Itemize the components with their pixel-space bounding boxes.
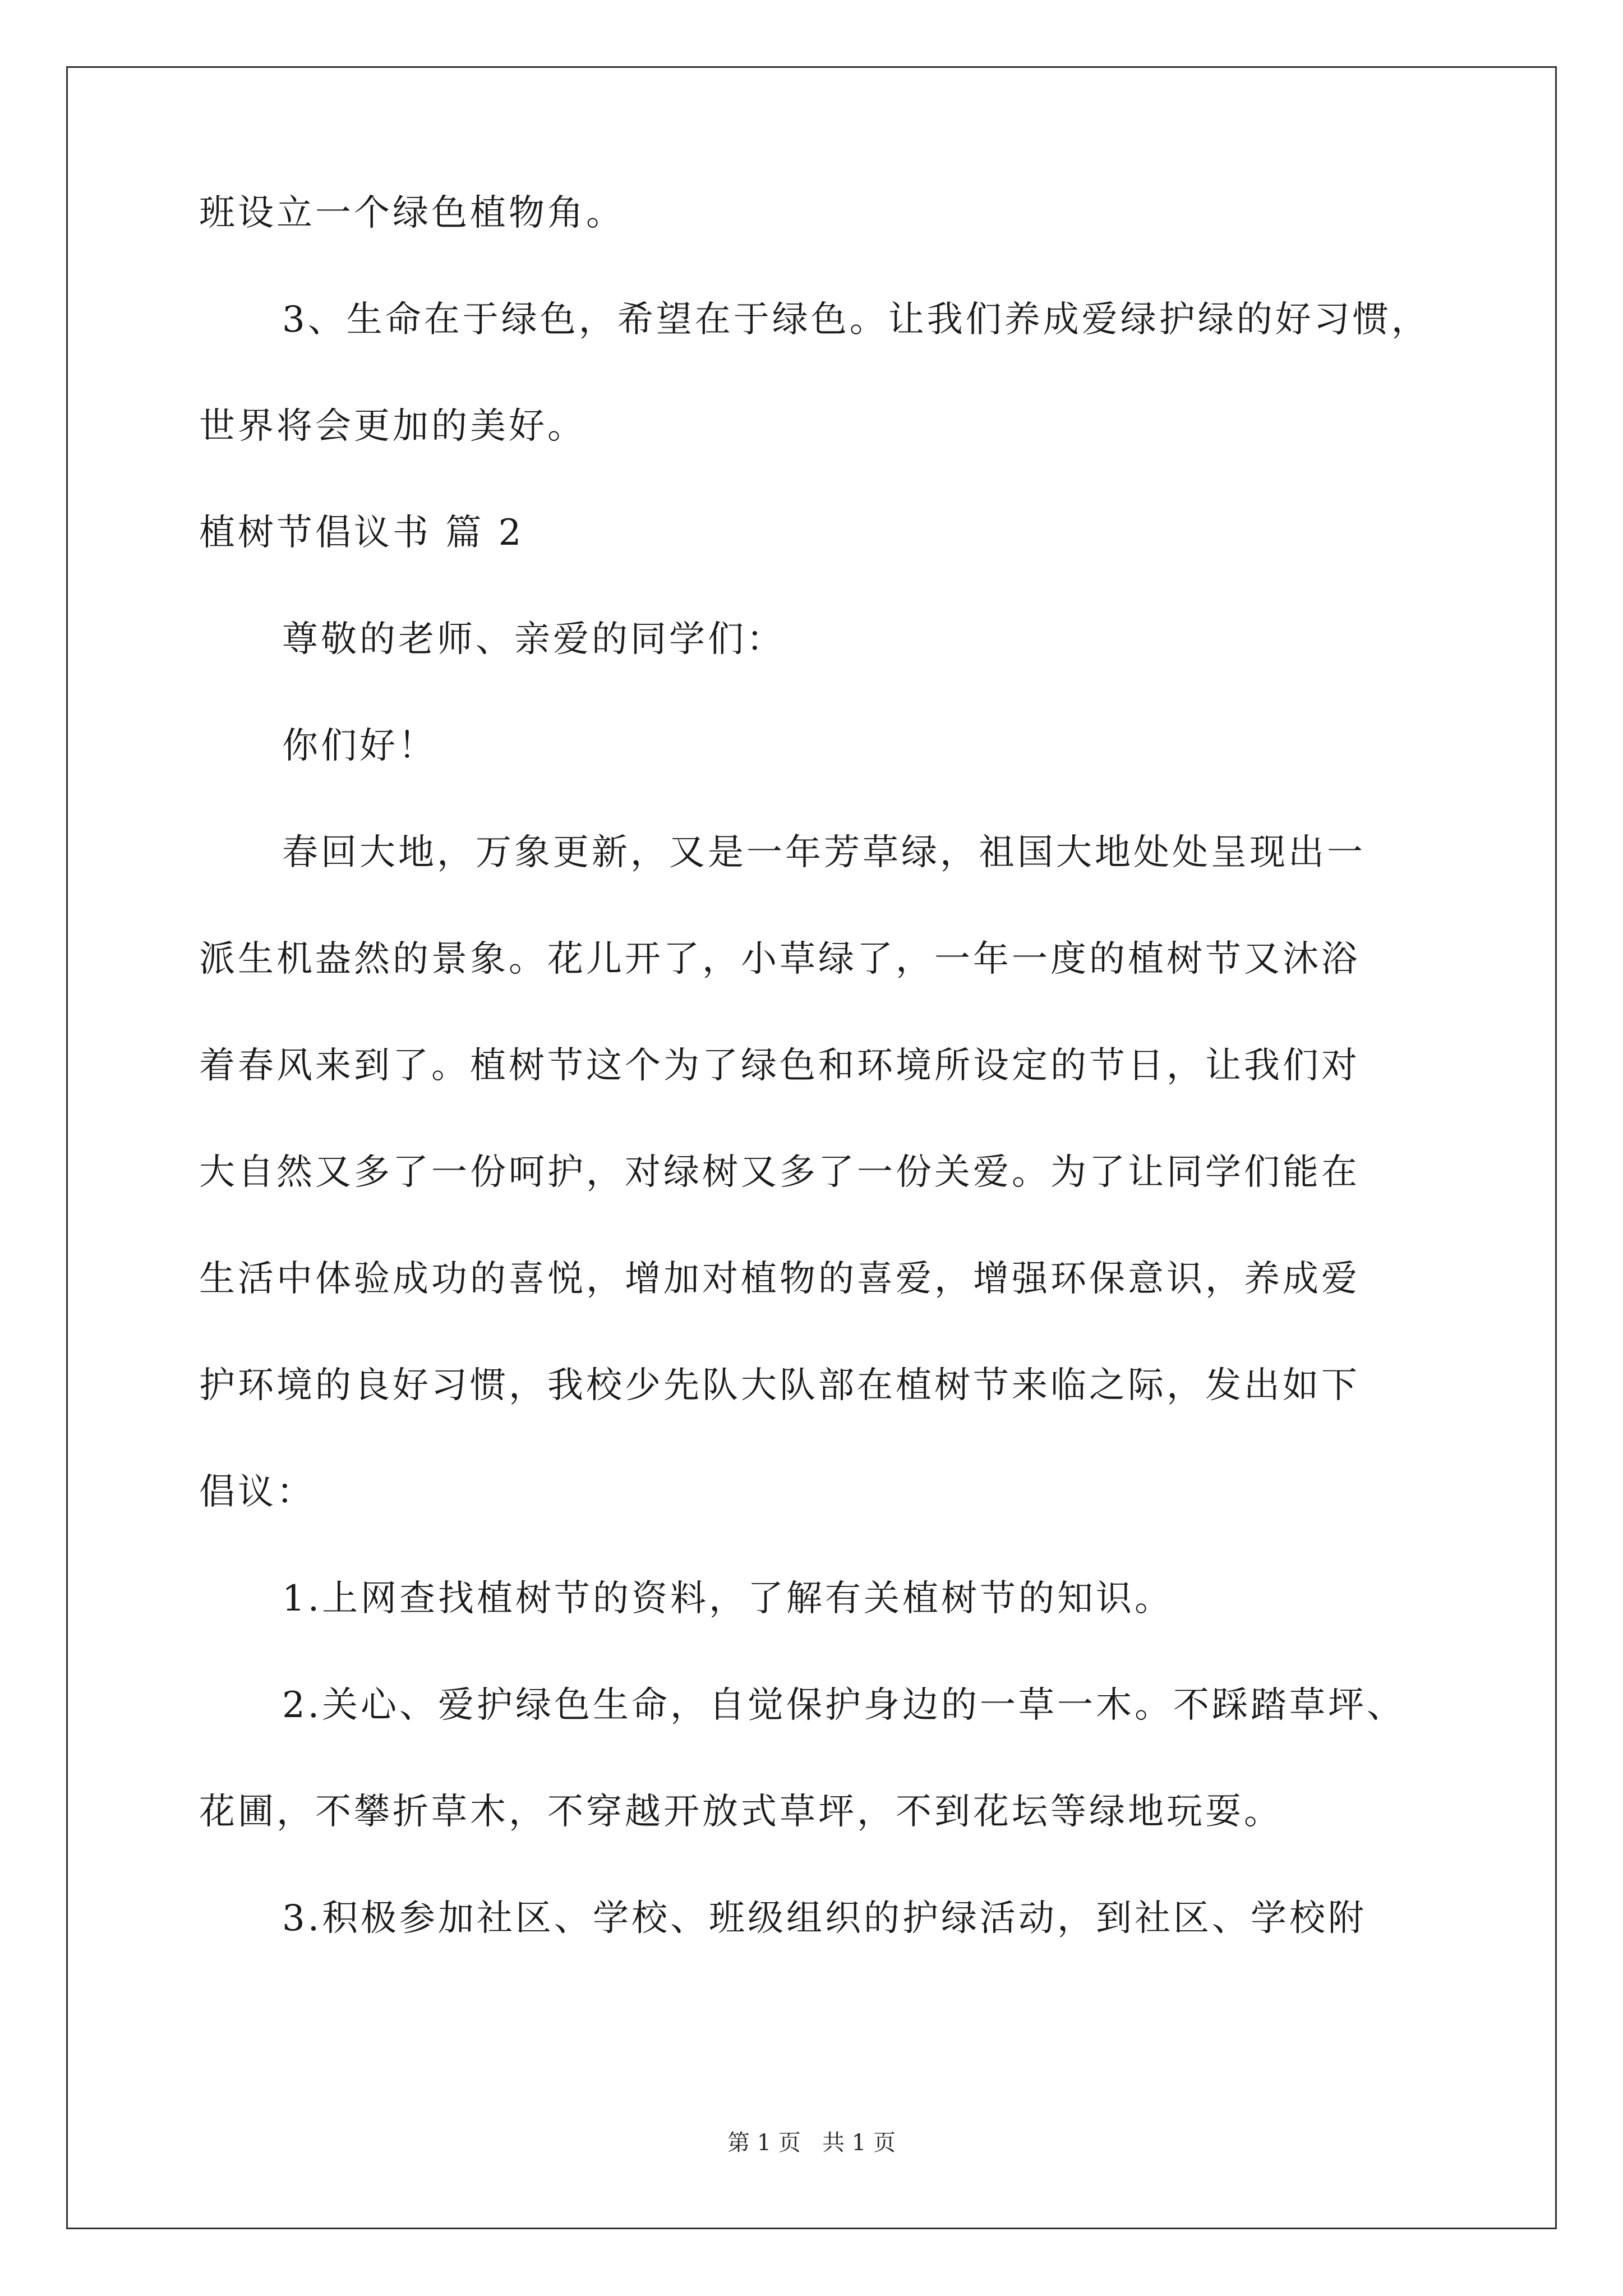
list-item: 1.上网查找植树节的资料，了解有关植树节的知识。 <box>282 1578 1174 1619</box>
greeting: 你们好！ <box>282 725 437 767</box>
text-line: 派生机盎然的景象。花儿开了，小草绿了，一年一度的植树节又沐浴 <box>199 938 1360 980</box>
text-line: 世界将会更加的美好。 <box>199 406 586 447</box>
text-line: 花圃，不攀折草木，不穿越开放式草坪，不到花坛等绿地玩耍。 <box>199 1791 1283 1833</box>
salutation: 尊敬的老师、亲爱的同学们： <box>282 619 785 660</box>
text-line: 着春风来到了。植树节这个为了绿色和环境所设定的节日，让我们对 <box>199 1045 1360 1087</box>
text-line: 生活中体验成功的喜悦，增加对植物的喜爱，增强环保意识，养成爱 <box>199 1258 1360 1300</box>
text-line: 3、生命在于绿色，希望在于绿色。让我们养成爱绿护绿的好习惯， <box>282 299 1430 341</box>
text-line: 倡议： <box>199 1471 315 1513</box>
text-line: 大自然又多了一份呵护，对绿树又多了一份关爱。为了让同学们能在 <box>199 1152 1360 1193</box>
section-heading: 植树节倡议书 篇 2 <box>199 512 524 554</box>
text-line: 班设立一个绿色植物角。 <box>199 192 625 234</box>
text-line: 春回大地，万象更新，又是一年芳草绿，祖国大地处处呈现出一 <box>282 832 1366 873</box>
page-footer: 第 1 页 共 1 页 <box>727 2130 896 2156</box>
text-line: 护环境的良好习惯，我校少先队大队部在植树节来临之际，发出如下 <box>199 1365 1360 1406</box>
list-item: 3.积极参加社区、学校、班级组织的护绿活动，到社区、学校附 <box>282 1898 1367 1939</box>
list-item: 2.关心、爱护绿色生命，自觉保护身边的一草一木。不踩踏草坪、 <box>282 1685 1406 1726</box>
